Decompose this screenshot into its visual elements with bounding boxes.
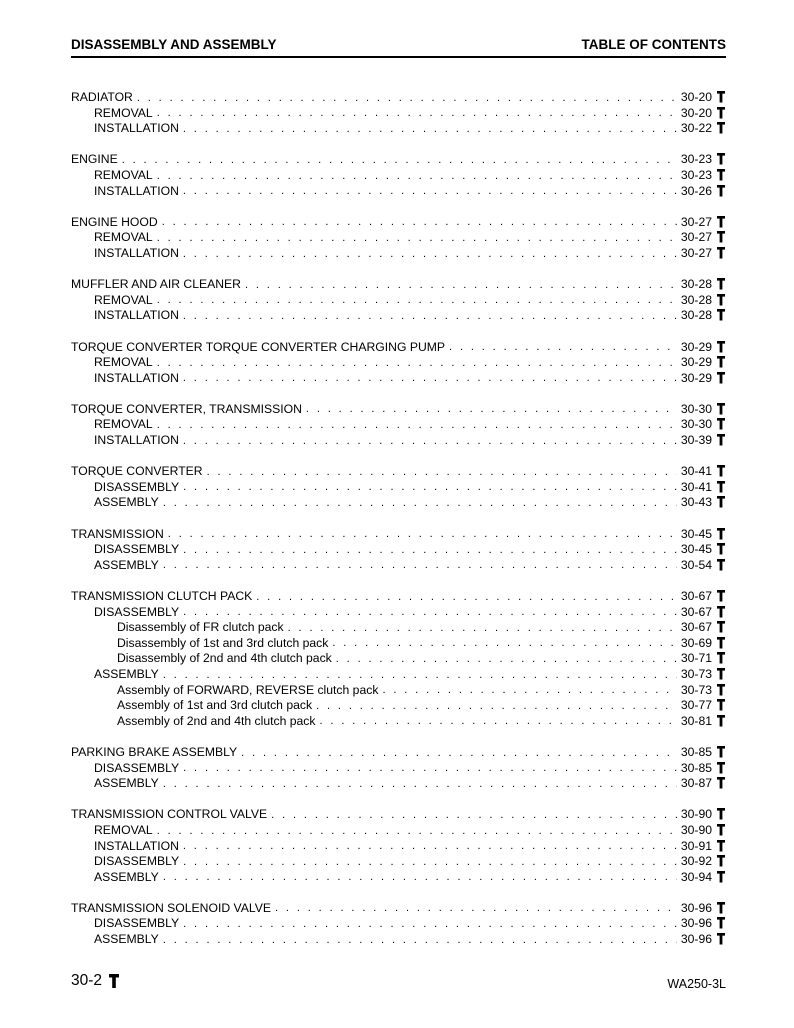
toc-entry-page (681, 402, 726, 418)
page-ref: 30-27 (680, 214, 712, 229)
page-ref: 30-27 (680, 230, 712, 245)
toc-entry-title: PARKING BRAKE ASSEMBLY (71, 744, 238, 759)
dot-leader (256, 590, 677, 605)
dot-leader (183, 605, 677, 620)
toc-entry[interactable] (71, 667, 726, 683)
page-ref: 30-45 (680, 542, 712, 557)
dot-leader (183, 371, 677, 386)
toc-entry[interactable] (71, 106, 726, 122)
toc-entry[interactable] (71, 433, 726, 449)
revision-tee-icon (716, 417, 726, 430)
dot-leader (163, 870, 677, 885)
toc-entry-page (681, 121, 726, 137)
toc-entry-page (681, 246, 726, 262)
page-ref: 30-20 (680, 90, 712, 104)
toc-entry[interactable] (71, 807, 726, 823)
page-ref: 30-92 (680, 854, 712, 869)
toc-entry[interactable] (71, 527, 726, 543)
toc-entry-title: REMOVAL (94, 822, 153, 837)
page-ref: 30-30 (680, 401, 712, 416)
dot-leader (168, 527, 677, 542)
dot-leader (316, 699, 677, 714)
toc-entry[interactable] (71, 464, 726, 480)
toc-entry-page (681, 839, 726, 855)
dot-leader (183, 184, 677, 199)
page-ref: 30-85 (680, 760, 712, 775)
toc-entry-title: INSTALLATION (94, 121, 179, 136)
toc-entry-page (681, 184, 726, 200)
page-ref: 30-26 (680, 183, 712, 198)
toc-entry-title: TRANSMISSION (71, 526, 164, 541)
page-ref: 30-22 (680, 121, 712, 136)
revision-tee-icon (716, 355, 726, 368)
toc-entry-page (681, 308, 726, 324)
toc-entry-title: Assembly of 1st and 3rd clutch pack (117, 698, 313, 713)
revision-tee-icon (716, 901, 726, 914)
toc-entry-page (681, 636, 726, 652)
dot-leader (332, 636, 676, 651)
toc-entry-title: DISASSEMBLY (94, 542, 180, 557)
toc-entry-page (681, 901, 726, 917)
toc-entry[interactable] (71, 854, 726, 870)
dot-leader (241, 746, 677, 761)
dot-leader (183, 122, 677, 137)
dot-leader (163, 777, 677, 792)
revision-tee-icon (716, 776, 726, 789)
toc-entry-title: Assembly of 2nd and 4th clutch pack (117, 713, 316, 728)
toc-section (71, 901, 726, 948)
toc-entry-title: ASSEMBLY (94, 666, 159, 681)
toc-section (71, 589, 726, 729)
toc-entry-page (681, 683, 726, 699)
page-ref: 30-90 (680, 807, 712, 822)
page-ref: 30-20 (680, 105, 712, 120)
dot-leader (163, 933, 677, 948)
revision-tee-icon (716, 106, 726, 119)
toc-entry-page (681, 355, 726, 371)
page-ref: 30-41 (680, 479, 712, 494)
revision-tee-icon (716, 464, 726, 477)
page-ref: 30-29 (680, 355, 712, 370)
page-ref: 30-69 (680, 635, 712, 650)
dot-leader (245, 278, 677, 293)
toc-entry-title: REMOVAL (94, 292, 153, 307)
revision-tee-icon (716, 698, 726, 711)
revision-tee-icon (716, 90, 726, 103)
dot-leader (157, 293, 677, 308)
revision-tee-icon (716, 277, 726, 290)
toc-entry-title: ENGINE HOOD (71, 214, 158, 229)
page-ref: 30-28 (680, 292, 712, 307)
page-ref: 30-67 (680, 604, 712, 619)
revision-tee-icon (716, 870, 726, 883)
dot-leader (157, 231, 677, 246)
page-ref: 30-28 (680, 277, 712, 292)
toc-entry[interactable] (71, 683, 726, 699)
toc-entry-page (681, 152, 726, 168)
revision-tee-icon (716, 246, 726, 259)
dot-leader (162, 215, 677, 230)
dot-leader (183, 917, 677, 932)
page-ref: 30-23 (680, 152, 712, 167)
toc-entry-title: INSTALLATION (94, 183, 179, 198)
toc-section (71, 277, 726, 324)
toc-entry[interactable] (71, 839, 726, 855)
revision-tee-icon (716, 480, 726, 493)
revision-tee-icon (716, 807, 726, 820)
toc-entry-title: REMOVAL (94, 230, 153, 245)
toc-entry-page (681, 620, 726, 636)
toc-entry-title: Disassembly of FR clutch pack (117, 620, 284, 635)
toc-entry[interactable] (71, 870, 726, 886)
dot-leader (336, 652, 677, 667)
page-ref: 30-39 (680, 433, 712, 448)
page-ref: 30-96 (680, 932, 712, 947)
toc-entry-page (681, 90, 726, 106)
toc-entry-title: TRANSMISSION CLUTCH PACK (71, 589, 253, 603)
toc-entry[interactable] (71, 308, 726, 324)
toc-entry-page (681, 168, 726, 184)
toc-entry-page (681, 495, 726, 511)
page-ref: 30-96 (680, 916, 712, 931)
page-ref: 30-81 (680, 713, 712, 728)
revision-tee-icon (716, 745, 726, 758)
toc-entry[interactable] (71, 916, 726, 932)
footer-model: WA250-3L (667, 977, 726, 991)
toc-entry-title: REMOVAL (94, 105, 153, 120)
toc-entry-title: INSTALLATION (94, 370, 179, 385)
toc-entry-page (681, 106, 726, 122)
page-ref: 30-30 (680, 417, 712, 432)
toc-entry-title: INSTALLATION (94, 433, 179, 448)
revision-tee-icon (716, 152, 726, 165)
revision-tee-icon (716, 916, 726, 929)
toc-entry-page (681, 542, 726, 558)
revision-tee-icon (716, 651, 726, 664)
revision-tee-icon (716, 293, 726, 306)
toc-section (71, 90, 726, 137)
dot-leader (271, 808, 677, 823)
toc-entry[interactable] (71, 651, 726, 667)
dot-leader (122, 153, 677, 168)
toc-entry-page (681, 698, 726, 714)
dot-leader (157, 356, 677, 371)
toc-entry[interactable] (71, 605, 726, 621)
revision-tee-icon (716, 184, 726, 197)
dot-leader (183, 434, 677, 449)
revision-tee-icon (716, 433, 726, 446)
revision-tee-icon (716, 230, 726, 243)
dot-leader (157, 106, 677, 121)
revision-tee-icon (716, 636, 726, 649)
toc-entry[interactable] (71, 901, 726, 917)
dot-leader (382, 683, 676, 698)
toc-entry-page (681, 464, 726, 480)
toc-entry-page (681, 854, 726, 870)
toc-entry-page (681, 277, 726, 293)
toc-entry[interactable] (71, 90, 726, 106)
footer-page-number (71, 972, 120, 990)
dot-leader (157, 169, 677, 184)
revision-tee-icon (716, 932, 726, 945)
toc-entry-title: REMOVAL (94, 355, 153, 370)
toc-section (71, 402, 726, 449)
toc-entry-title: DISASSEMBLY (94, 760, 180, 775)
toc-section (71, 527, 726, 574)
revision-tee-icon (716, 121, 726, 134)
toc-entry-title: DISASSEMBLY (94, 479, 180, 494)
revision-tee-icon (108, 973, 120, 989)
toc-entry[interactable] (71, 542, 726, 558)
revision-tee-icon (716, 839, 726, 852)
dot-leader (163, 496, 677, 511)
dot-leader (163, 668, 677, 683)
toc-entry[interactable] (71, 823, 726, 839)
toc-entry[interactable] (71, 340, 726, 356)
revision-tee-icon (716, 168, 726, 181)
toc-entry[interactable] (71, 761, 726, 777)
dot-leader (163, 558, 677, 573)
toc-entry-title: INSTALLATION (94, 838, 179, 853)
revision-tee-icon (716, 620, 726, 633)
toc-entry-title: INSTALLATION (94, 308, 179, 323)
toc-entry-title: Assembly of FORWARD, REVERSE clutch pack (117, 682, 379, 697)
toc-entry-page (681, 558, 726, 574)
toc-entry[interactable] (71, 480, 726, 496)
dot-leader (183, 543, 677, 558)
revision-tee-icon (716, 495, 726, 508)
revision-tee-icon (716, 340, 726, 353)
toc-entry-title: ASSEMBLY (94, 495, 159, 510)
toc-entry[interactable] (71, 152, 726, 168)
toc-entry[interactable] (71, 277, 726, 293)
revision-tee-icon (716, 714, 726, 727)
toc-entry[interactable] (71, 371, 726, 387)
page-ref: 30-67 (680, 620, 712, 635)
page-ref: 30-43 (680, 495, 712, 510)
toc-entry-page (681, 745, 726, 761)
toc-entry[interactable] (71, 495, 726, 511)
toc-entry-title: ASSEMBLY (94, 932, 159, 947)
toc-entry-page (681, 340, 726, 356)
toc-entry-title: TORQUE CONVERTER TORQUE CONVERTER CHARGING PUMP (71, 339, 446, 354)
toc-entry-page (681, 916, 726, 932)
dot-leader (183, 247, 677, 262)
revision-tee-icon (716, 854, 726, 867)
dot-leader (275, 901, 677, 916)
header-toc-title: TABLE OF CONTENTS (581, 37, 726, 52)
page-ref: 30-29 (680, 370, 712, 385)
page-ref: 30-90 (680, 822, 712, 837)
revision-tee-icon (716, 215, 726, 228)
dot-leader (306, 402, 677, 417)
toc-entry[interactable] (71, 417, 726, 433)
toc-entry-page (681, 589, 726, 605)
revision-tee-icon (716, 823, 726, 836)
toc-section (71, 464, 726, 511)
toc-section (71, 152, 726, 199)
toc-entry-title: ASSEMBLY (94, 869, 159, 884)
page-ref: 30-96 (680, 900, 712, 915)
toc-entry-page (681, 651, 726, 667)
toc-entry[interactable] (71, 402, 726, 418)
toc-entry-title: DISASSEMBLY (94, 604, 180, 619)
toc-entry-page (681, 932, 726, 948)
toc-entry-page (681, 433, 726, 449)
page-ref: 30-41 (680, 464, 712, 479)
toc-entry[interactable] (71, 121, 726, 137)
page-ref: 30-27 (680, 245, 712, 260)
toc-entry-title: REMOVAL (94, 417, 153, 432)
toc-entry[interactable] (71, 246, 726, 262)
toc-entry[interactable] (71, 776, 726, 792)
page-ref: 30-71 (680, 651, 712, 666)
toc-entry-page (681, 527, 726, 543)
dot-leader (157, 418, 677, 433)
revision-tee-icon (716, 605, 726, 618)
dot-leader (449, 340, 677, 355)
toc-entry-page (681, 417, 726, 433)
toc-entry-title: ASSEMBLY (94, 557, 159, 572)
toc-entry-title: DISASSEMBLY (94, 916, 180, 931)
dot-leader (320, 714, 677, 729)
toc-entry-title: MUFFLER AND AIR CLEANER (71, 277, 241, 292)
revision-tee-icon (716, 667, 726, 680)
page-ref: 30-94 (680, 869, 712, 884)
dot-leader (183, 855, 677, 870)
table-of-contents (71, 90, 726, 963)
revision-tee-icon (716, 589, 726, 602)
toc-entry-page (681, 215, 726, 231)
revision-tee-icon (716, 683, 726, 696)
toc-entry-title: REMOVAL (94, 167, 153, 182)
page-ref: 30-29 (680, 339, 712, 354)
toc-entry-title: RADIATOR (71, 90, 133, 104)
page-header (71, 36, 726, 58)
toc-entry-title: TRANSMISSION SOLENOID VALVE (71, 900, 272, 915)
toc-entry-title: INSTALLATION (94, 245, 179, 260)
toc-entry-page (681, 371, 726, 387)
page-ref: 30-23 (680, 167, 712, 182)
toc-entry[interactable] (71, 636, 726, 652)
revision-tee-icon (716, 402, 726, 415)
page-ref: 30-73 (680, 666, 712, 681)
page-ref: 30-85 (680, 744, 712, 759)
toc-entry-title: ENGINE (71, 152, 118, 167)
toc-entry-page (681, 667, 726, 683)
toc-entry-page (681, 870, 726, 886)
toc-entry[interactable] (71, 355, 726, 371)
toc-section (71, 807, 726, 885)
toc-entry-page (681, 230, 726, 246)
dot-leader (157, 824, 677, 839)
toc-section (71, 340, 726, 387)
page-ref: 30-91 (680, 838, 712, 853)
page-number: 30-2 (71, 972, 103, 989)
dot-leader (288, 621, 677, 636)
toc-entry-page (681, 761, 726, 777)
revision-tee-icon (716, 558, 726, 571)
page-ref: 30-28 (680, 308, 712, 323)
toc-entry-title: Disassembly of 2nd and 4th clutch pack (117, 651, 332, 666)
toc-entry-page (681, 293, 726, 309)
page-ref: 30-73 (680, 682, 712, 697)
toc-entry[interactable] (71, 215, 726, 231)
toc-entry[interactable] (71, 168, 726, 184)
dot-leader (183, 480, 677, 495)
dot-leader (183, 839, 677, 854)
toc-entry[interactable] (71, 714, 726, 730)
toc-entry-title: ASSEMBLY (94, 776, 159, 791)
page-ref: 30-67 (680, 589, 712, 603)
toc-section (71, 215, 726, 262)
revision-tee-icon (716, 308, 726, 321)
toc-entry-title: TORQUE CONVERTER (71, 464, 203, 479)
page-ref: 30-77 (680, 698, 712, 713)
revision-tee-icon (716, 527, 726, 540)
toc-entry-title: TORQUE CONVERTER, TRANSMISSION (71, 401, 302, 416)
toc-entry-page (681, 480, 726, 496)
dot-leader (207, 465, 677, 480)
toc-entry[interactable] (71, 745, 726, 761)
toc-entry[interactable] (71, 558, 726, 574)
toc-section (71, 745, 726, 792)
revision-tee-icon (716, 761, 726, 774)
revision-tee-icon (716, 371, 726, 384)
toc-entry[interactable] (71, 293, 726, 309)
toc-entry-page (681, 714, 726, 730)
toc-entry[interactable] (71, 932, 726, 948)
revision-tee-icon (716, 542, 726, 555)
toc-entry-title: Disassembly of 1st and 3rd clutch pack (117, 635, 329, 650)
toc-entry-title: DISASSEMBLY (94, 854, 180, 869)
dot-leader (137, 91, 677, 106)
page-ref: 30-87 (680, 776, 712, 791)
page-ref: 30-45 (680, 526, 712, 541)
toc-entry[interactable] (71, 589, 726, 605)
dot-leader (183, 309, 677, 324)
toc-entry[interactable] (71, 184, 726, 200)
toc-entry[interactable] (71, 230, 726, 246)
toc-entry[interactable] (71, 620, 726, 636)
toc-entry-page (681, 823, 726, 839)
toc-entry[interactable] (71, 698, 726, 714)
dot-leader (183, 761, 677, 776)
toc-entry-page (681, 776, 726, 792)
toc-entry-title: TRANSMISSION CONTROL VALVE (71, 807, 268, 822)
page-ref: 30-54 (680, 557, 712, 572)
toc-entry-page (681, 807, 726, 823)
toc-entry-page (681, 605, 726, 621)
header-section-title: DISASSEMBLY AND ASSEMBLY (71, 37, 277, 52)
